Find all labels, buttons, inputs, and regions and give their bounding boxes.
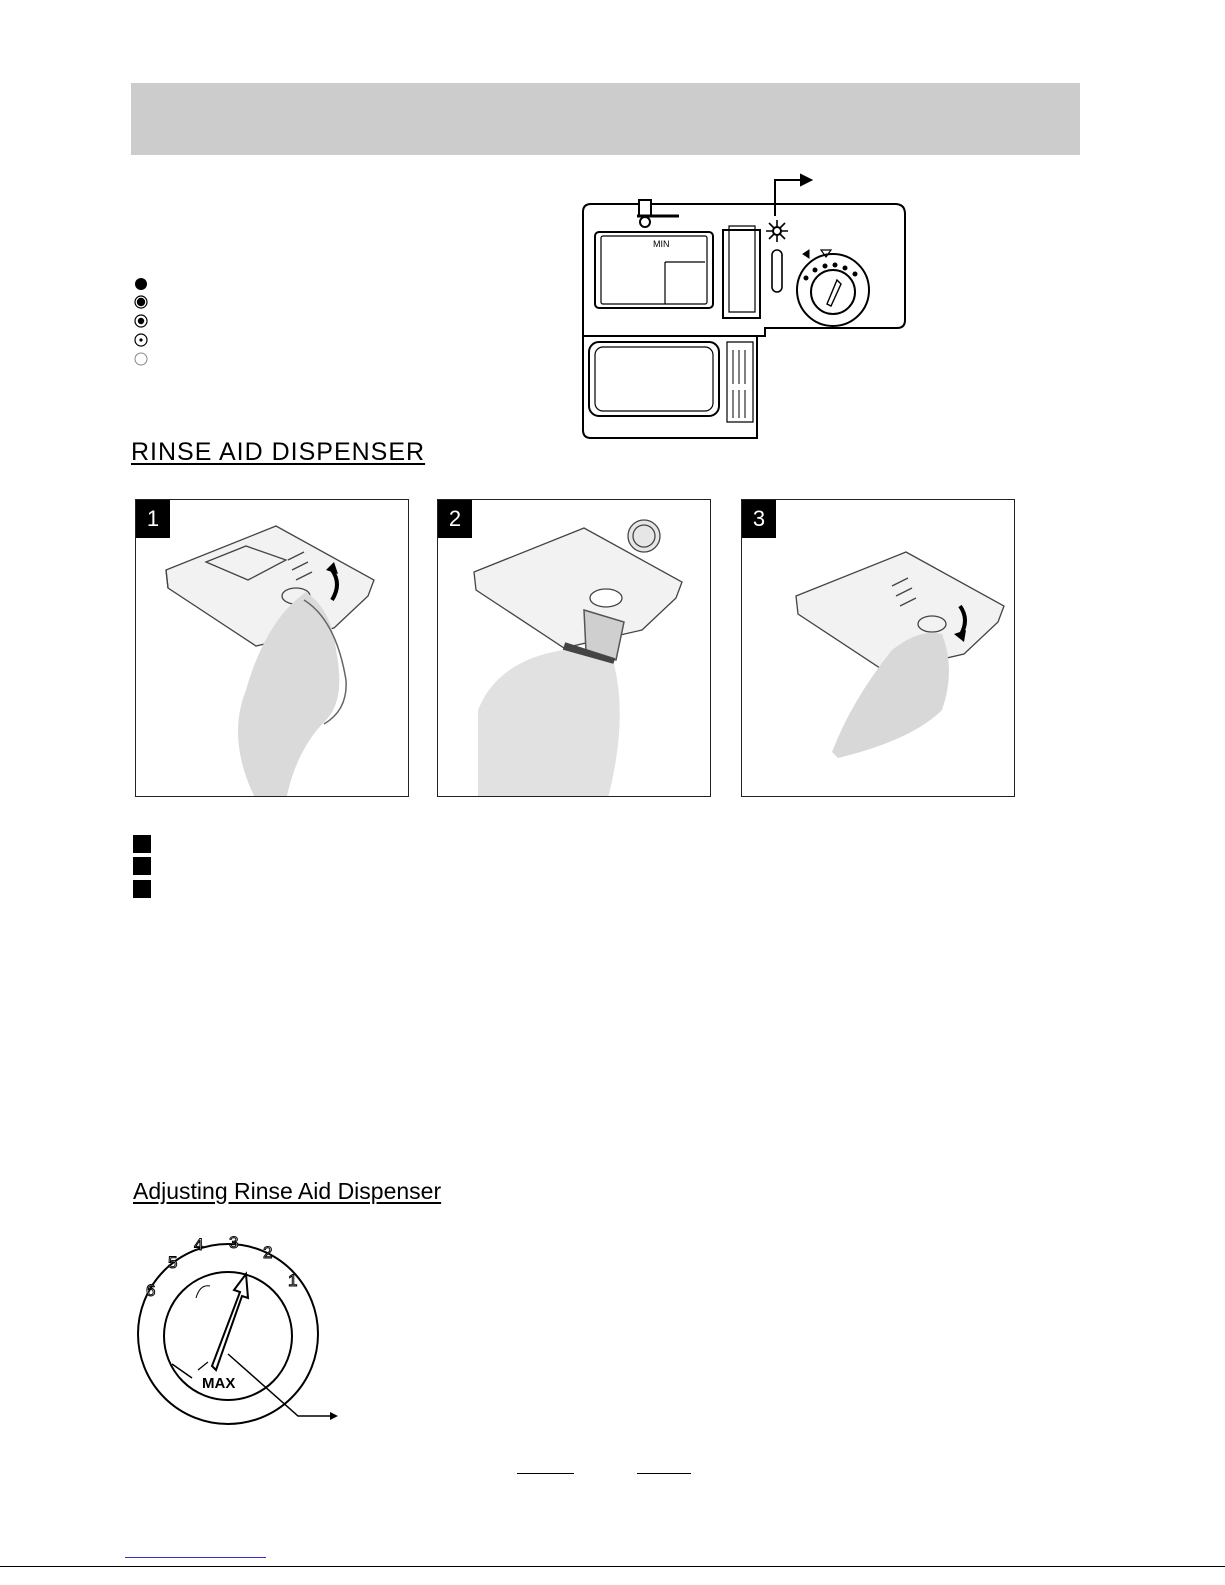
dispenser-illustration — [575, 172, 915, 442]
dial-number: 4 — [194, 1235, 204, 1254]
step-number-badge: 1 — [136, 500, 170, 538]
close-cap-illustration — [742, 500, 1015, 797]
indicator-legend — [132, 276, 152, 368]
step-panel-3 — [741, 499, 1015, 797]
dispenser-diagram — [575, 172, 915, 442]
adjust-dial-figure — [130, 1228, 360, 1428]
rinse-aid-title: RINSE AID DISPENSER — [131, 438, 426, 466]
indicator-empty-icon — [135, 353, 147, 365]
dial-number: 1 — [288, 1271, 298, 1290]
dial-number: 6 — [146, 1281, 156, 1300]
separator-line — [637, 1473, 691, 1474]
open-cap-illustration — [136, 500, 409, 797]
indicator-full-icon — [135, 278, 147, 290]
link-underline — [125, 1557, 266, 1558]
separator-line — [517, 1473, 574, 1474]
bullet-marker — [133, 880, 151, 898]
max-label: MAX — [202, 1375, 236, 1392]
step-number-badge: 2 — [438, 500, 472, 538]
bullet-marker — [133, 835, 151, 853]
indicator-circles — [132, 276, 152, 368]
svg-text:MIN: MIN — [653, 239, 670, 249]
step-number-badge: 3 — [742, 500, 776, 538]
fill-rinse-aid-illustration — [438, 500, 711, 797]
dial-number: 2 — [263, 1243, 273, 1262]
bullet-marker — [133, 857, 151, 875]
page-bottom-rule — [0, 1566, 1225, 1567]
dial-number: 5 — [168, 1253, 178, 1272]
header-band — [131, 83, 1080, 155]
dial-number: 3 — [229, 1233, 239, 1252]
adjust-dial-illustration — [130, 1228, 360, 1428]
step-panel-2 — [437, 499, 711, 797]
adjusting-title: Adjusting Rinse Aid Dispenser — [133, 1178, 442, 1204]
step-panel-1 — [135, 499, 409, 797]
